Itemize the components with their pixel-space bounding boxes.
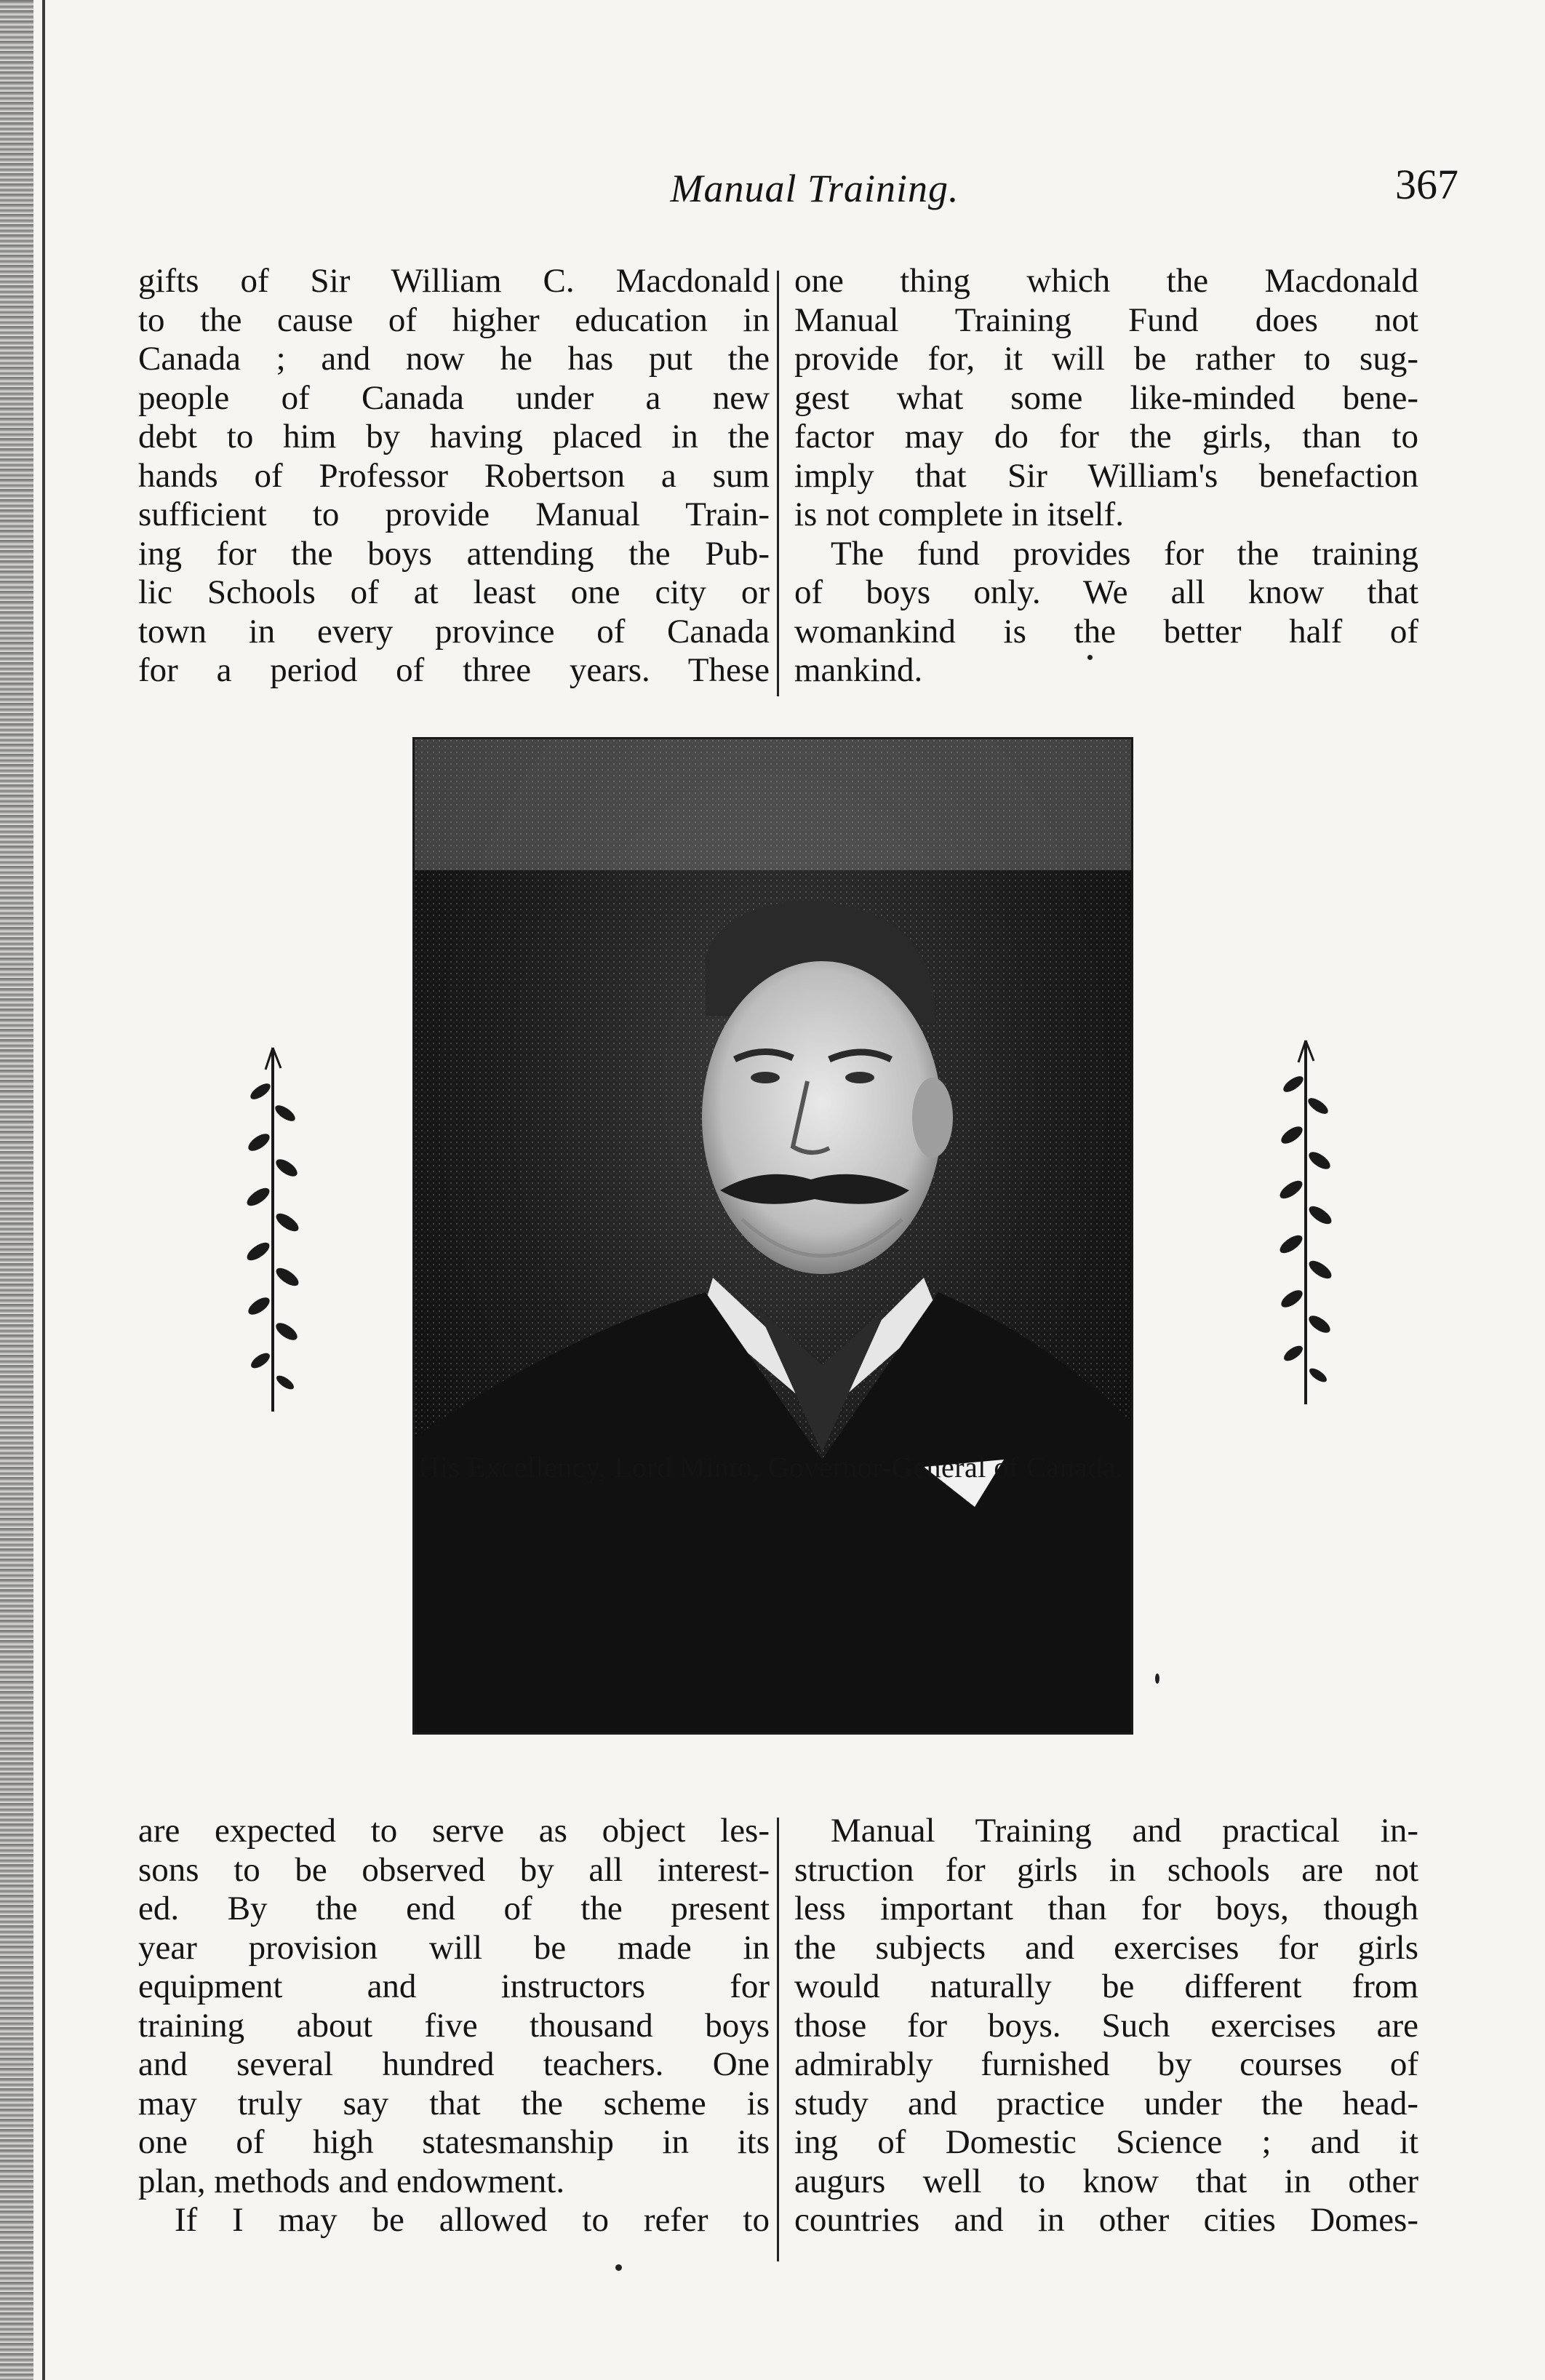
portrait-image (415, 739, 1131, 1732)
text-line: training about five thousand boys (138, 2006, 770, 2045)
text-line: less important than for boys, though (794, 1890, 1418, 1927)
text-line: ed. By the end of the present (138, 1890, 770, 1927)
print-speck (1087, 655, 1093, 660)
text-line: struction for girls in schools are not (794, 1850, 1418, 1889)
bottom-right-column (794, 1812, 1418, 2240)
text-line: mankind. (794, 651, 923, 689)
text-line: to the cause of higher education in (138, 301, 770, 339)
page-number: 367 (1395, 161, 1458, 208)
text-line: plan, methods and endowment. (138, 2162, 565, 2200)
column-rule (777, 1818, 779, 2261)
text-line: those for boys. Such exercises are (794, 2006, 1418, 2045)
text-line: may truly say that the scheme is (138, 2084, 770, 2122)
print-speck (1155, 1673, 1159, 1684)
text-line: hands of Professor Robertson a sum (138, 456, 770, 495)
text-line: of boys only. We all know that (794, 573, 1418, 611)
leaf-sprig-ornament-left (233, 1040, 313, 1419)
figure-caption: His Excellency, Lord Minto, Governor-General of Canada. (418, 1451, 1124, 1484)
text-line: would naturally be different from (794, 1967, 1418, 2005)
text-line: admirably furnished by courses of (794, 2045, 1418, 2083)
text-line: imply that Sir William's benefaction (794, 456, 1418, 495)
text-line: Manual Training Fund does not (794, 301, 1418, 339)
text-line: The fund provides for the training (831, 534, 1418, 573)
text-line: If I may be allowed to refer to (175, 2201, 770, 2239)
leaf-sprig-ornament-right (1266, 1033, 1346, 1412)
text-line: debt to him by having placed in the (138, 418, 770, 455)
text-line: town in every province of Canada (138, 612, 770, 650)
text-line: and several hundred teachers. One (138, 2045, 770, 2083)
top-right-column (794, 262, 1418, 690)
text-line: countries and in other cities Domes- (794, 2201, 1418, 2239)
portrait-photo (412, 737, 1133, 1735)
binding-line (42, 0, 45, 2380)
text-line: people of Canada under a new (138, 378, 770, 417)
running-title: Manual Training. (670, 167, 959, 210)
bottom-left-column (138, 1812, 770, 2240)
text-line: Manual Training and practical in- (831, 1812, 1418, 1850)
text-line: provide for, it will be rather to sug- (794, 340, 1418, 378)
text-line: augurs well to know that in other (794, 2162, 1418, 2200)
text-line: one of high statesmanship in its (138, 2123, 770, 2161)
text-line: gifts of Sir William C. Macdonald (138, 262, 770, 300)
binding-edge (0, 0, 33, 2380)
text-line: ing for the boys attending the Pub- (138, 534, 770, 573)
top-left-column (138, 262, 770, 690)
column-rule (777, 271, 779, 696)
text-line: equipment and instructors for (138, 1967, 770, 2005)
text-line: year provision will be made in (138, 1928, 770, 1967)
text-line: is not complete in itself. (794, 495, 1124, 533)
text-line: Canada ; and now he has put the (138, 340, 770, 378)
text-line: ing of Domestic Science ; and it (794, 2123, 1418, 2161)
text-line: for a period of three years. These (138, 651, 770, 689)
print-speck (615, 2264, 622, 2271)
text-line: one thing which the Macdonald (794, 262, 1418, 300)
text-line: study and practice under the head- (794, 2084, 1418, 2122)
text-line: sons to be observed by all interest- (138, 1850, 770, 1889)
text-line: the subjects and exercises for girls (794, 1928, 1418, 1967)
text-line: gest what some like-minded bene- (794, 378, 1418, 417)
text-line: lic Schools of at least one city or (138, 573, 770, 611)
text-line: factor may do for the girls, than to (794, 418, 1418, 455)
text-line: are expected to serve as object les- (138, 1812, 770, 1850)
text-line: sufficient to provide Manual Train- (138, 495, 770, 533)
text-line: womankind is the better half of (794, 612, 1418, 650)
